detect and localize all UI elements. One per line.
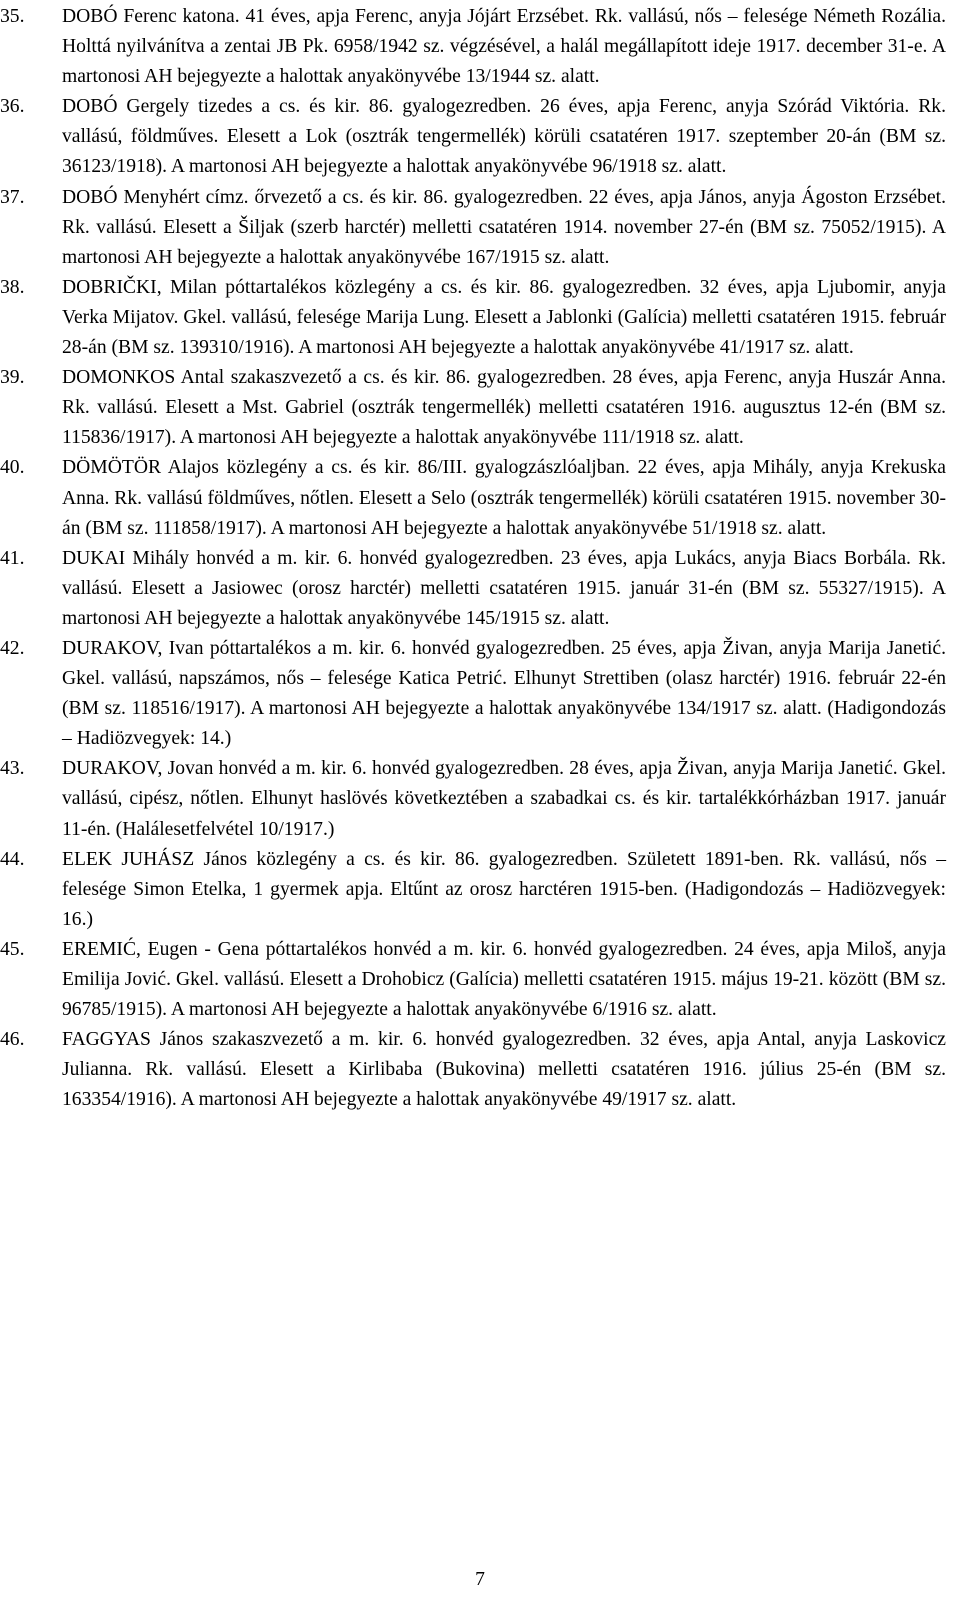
entry-number: 45. <box>0 938 25 960</box>
list-item <box>0 453 946 543</box>
list-item <box>0 845 946 935</box>
list-item <box>0 2 946 92</box>
entry-text: DÖMÖTÖR Alajos közlegény a cs. és kir. 86/III. gyalogzászlóaljban. 22 éves, apja Mihály, anyja Krekuska Anna. Rk. vallású földműves, nőtlen. Elesett a Selo (osztrák tengermellék) körüli csatatéren 1915. november 30-án (BM sz. 111858/1917). A martonosi AH bejegyezte a halottak anyakönyvébe 51/1918 sz. alatt. <box>62 457 946 539</box>
entry-list <box>0 2 946 1115</box>
entry-text: DOBÓ Ferenc katona. 41 éves, apja Ferenc, anyja Jójárt Erzsébet. Rk. vallású, nős – felesége Németh Rozália. Holttá nyilvánítva a zentai JB Pk. 6958/1942 sz. végzésével, a halál megállapított ideje 1917. december 31-e. A martonosi AH bejegyezte a halottak anyakönyvébe 13/1944 sz. alatt. <box>62 6 946 88</box>
entry-number: 36. <box>0 96 25 118</box>
list-item <box>0 935 946 1025</box>
entry-text: DOMONKOS Antal szakaszvezető a cs. és kir. 86. gyalogezredben. 28 éves, apja Ferenc, anyja Huszár Anna. Rk. vallású. Elesett a Mst. Gabriel (osztrák tengermellék) melletti csatatéren 1916. augusztus 12-én (BM sz. 115836/1917). A martonosi AH bejegyezte a halottak anyakönyvébe 111/1918 sz. alatt. <box>62 367 946 449</box>
entry-number: 43. <box>0 758 25 780</box>
entry-text: DOBÓ Gergely tizedes a cs. és kir. 86. gyalogezredben. 26 éves, apja Ferenc, anyja Szórád Viktória. Rk. vallású, földműves. Elesett a Lok (osztrák tengermellék) körüli csatatéren 1917. szeptember 20-án (BM sz. 36123/1918). A martonosi AH bejegyezte a halottak anyakönyvébe 96/1918 sz. alatt. <box>62 96 946 178</box>
entry-text: DURAKOV, Jovan honvéd a m. kir. 6. honvéd gyalogezredben. 28 éves, apja Živan, anyja Marija Janetić. Gkel. vallású, cipész, nőtlen. Elhunyt haslövés következtében a szabadkai cs. és kir. tartalékkórházban 1917. január 11-én. (Halálesetfelvétel 10/1917.) <box>62 758 946 840</box>
entry-number: 38. <box>0 276 25 298</box>
entry-text: DOBÓ Menyhért címz. őrvezető a cs. és kir. 86. gyalogezredben. 22 éves, apja János, anyja Ágoston Erzsébet. Rk. vallású. Elesett a Šiljak (szerb harctér) melletti csatatéren 1914. november 27-én (BM sz. 75052/1915). A martonosi AH bejegyezte a halottak anyakönyvébe 167/1915 sz. alatt. <box>62 186 946 268</box>
list-item <box>0 92 946 182</box>
entry-number: 41. <box>0 547 25 569</box>
list-item <box>0 544 946 634</box>
entry-number: 44. <box>0 848 25 870</box>
list-item <box>0 634 946 754</box>
list-item <box>0 183 946 273</box>
entry-number: 39. <box>0 367 25 389</box>
entry-number: 35. <box>0 6 25 27</box>
entry-number: 40. <box>0 457 25 479</box>
page-number: 7 <box>475 1569 485 1590</box>
entry-text: EREMIĆ, Eugen - Gena póttartalékos honvéd a m. kir. 6. honvéd gyalogezredben. 24 éves, apja Miloš, anyja Emilija Jović. Gkel. vallású. Elesett a Drohobicz (Galícia) melletti csatatéren 1915. május 19-21. között (BM sz. 96785/1915). A martonosi AH bejegyezte a halottak anyakönyvébe 6/1916 sz. alatt. <box>62 938 946 1021</box>
entry-number: 37. <box>0 186 25 208</box>
list-item <box>0 363 946 453</box>
list-item <box>0 273 946 363</box>
entry-text: DURAKOV, Ivan póttartalékos a m. kir. 6. honvéd gyalogezredben. 25 éves, apja Živan, anyja Marija Janetić. Gkel. vallású, napszámos, nős – felesége Katica Petrić. Elhunyt Strettiben (olasz harctér) 1916. február 22-én (BM sz. 118516/1917). A martonosi AH bejegyezte a halottak anyakönyvébe 134/1917 sz. alatt. (Hadigondozás – Hadiözvegyek: 14.) <box>62 637 946 750</box>
entry-number: 46. <box>0 1029 25 1051</box>
entry-text: DUKAI Mihály honvéd a m. kir. 6. honvéd gyalogezredben. 23 éves, apja Lukács, anyja Biacs Borbála. Rk. vallású. Elesett a Jasiowec (orosz harctér) melletti csatatéren 1915. január 31-én (BM sz. 55327/1915). A martonosi AH bejegyezte a halottak anyakönyvébe 145/1915 sz. alatt. <box>62 547 946 629</box>
entry-text: FAGGYAS János szakaszvezető a m. kir. 6. honvéd gyalogezredben. 32 éves, apja Antal, anyja Laskovicz Julianna. Rk. vallású. Elesett a Kirlibaba (Bukovina) melletti csatatéren 1916. július 25-én (BM sz. 163354/1916). A martonosi AH bejegyezte a halottak anyakönyvébe 49/1917 sz. alatt. <box>62 1029 946 1111</box>
entry-text: DOBRIČKI, Milan póttartalékos közlegény a cs. és kir. 86. gyalogezredben. 32 éves, apja Ljubomir, anyja Verka Mijatov. Gkel. vallású, felesége Marija Lung. Elesett a Jablonki (Galícia) melletti csatatéren 1915. február 28-án (BM sz. 139310/1916). A martonosi AH bejegyezte a halottak anyakönyvébe 41/1917 sz. alatt. <box>62 276 946 359</box>
entry-text: ELEK JUHÁSZ János közlegény a cs. és kir. 86. gyalogezredben. Született 1891-ben. Rk. vallású, nős – felesége Simon Etelka, 1 gyermek apja. Eltűnt az orosz harctéren 1915-ben. (Hadigondozás – Hadiözvegyek: 16.) <box>62 848 946 930</box>
list-item <box>0 754 946 844</box>
list-item <box>0 1025 946 1115</box>
entry-number: 42. <box>0 637 25 659</box>
